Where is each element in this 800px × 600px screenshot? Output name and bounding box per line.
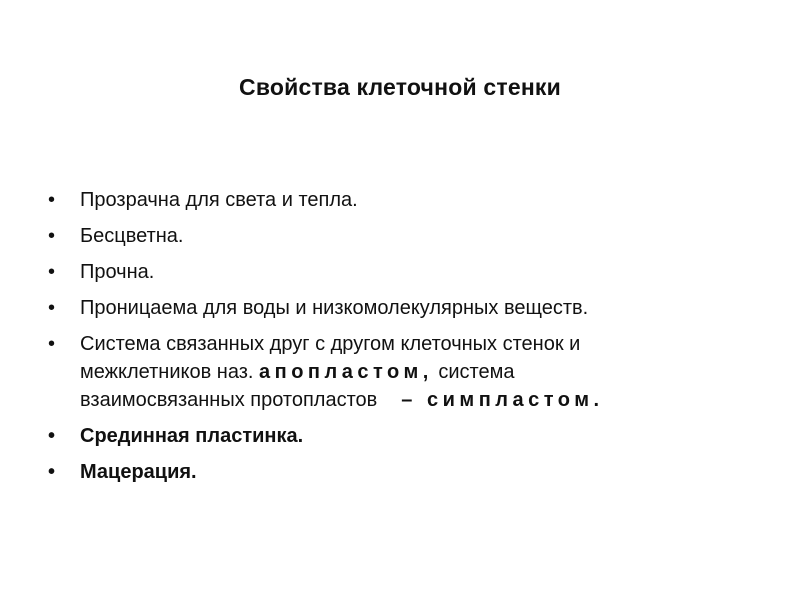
list-item-text: Проницаема для воды и низкомолекулярных веществ. (80, 297, 589, 319)
bullet-icon: • (48, 425, 56, 447)
bullet-icon: • (48, 189, 56, 211)
bullet-icon: • (48, 333, 56, 355)
list-item-text: Мацерация. (80, 461, 197, 483)
list-item (48, 186, 768, 214)
list-item-text: Бесцветна. (80, 225, 184, 247)
list-item (48, 258, 768, 286)
list-item-text: межклетников наз. (80, 361, 260, 383)
list-item-line (80, 386, 768, 414)
list-item (48, 294, 768, 322)
list-item-text: взаимосвязанных протопластов (80, 389, 378, 411)
slide-title: Свойства клеточной стенки (239, 74, 561, 100)
list-item-line: Система связанных друг с другом клеточных стенок и (80, 333, 581, 355)
list-item (48, 422, 768, 450)
bullet-icon: • (48, 261, 56, 283)
bullet-icon: • (48, 297, 56, 319)
list-item (48, 330, 768, 414)
list-item-text: Срединная пластинка. (80, 425, 304, 447)
term-apoplast: апопластом, (259, 361, 433, 383)
bullet-icon: • (48, 461, 56, 483)
list-item-text: Прозрачна для света и тепла. (80, 189, 358, 211)
list-item-text: Прочна. (80, 261, 155, 283)
bullet-list (48, 186, 768, 494)
bullet-icon: • (48, 225, 56, 247)
term-symplast: – симпластом. (401, 389, 604, 411)
list-item (48, 222, 768, 250)
list-item-line (80, 358, 768, 386)
list-item (48, 458, 768, 486)
list-item-text: система (432, 361, 515, 383)
